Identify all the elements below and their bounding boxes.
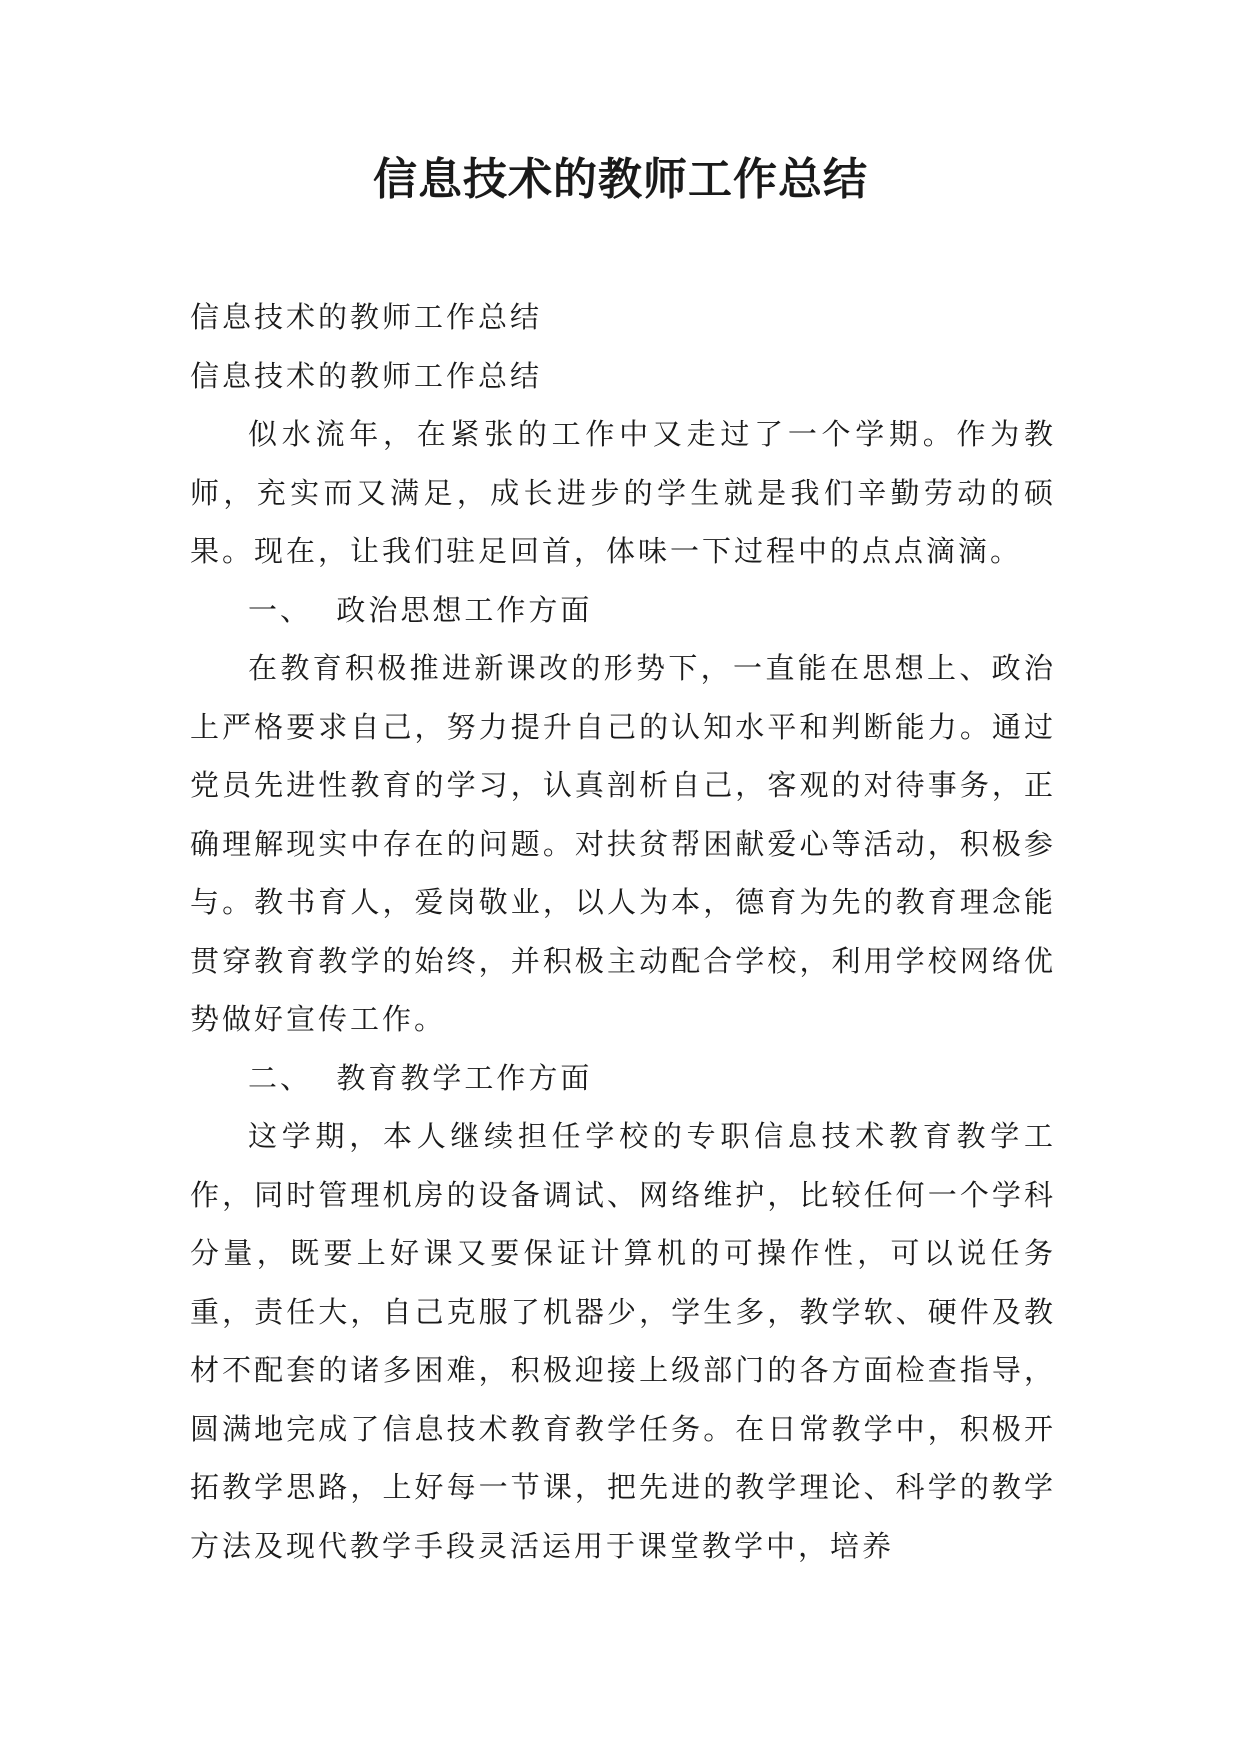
section-heading-politics: 一、 政治思想工作方面 xyxy=(248,592,593,627)
document-title: 信息技术的教师工作总结 xyxy=(373,154,868,205)
document-body xyxy=(190,288,1056,1575)
intro-paragraph: 似水流年，在紧张的工作中又走过了一个学期。作为教师，充实而又满足，成长进步的学生就是我们辛勤劳动的硕果。现在，让我们驻足回首，体味一下过程中的点点滴滴。 xyxy=(190,417,1056,568)
subtitle-line: 信息技术的教师工作总结 xyxy=(190,358,543,393)
teaching-paragraph: 这学期，本人继续担任学校的专职信息技术教育教学工作，同时管理机房的设备调试、网络维护，比较任何一个学科分量，既要上好课又要保证计算机的可操作性，可以说任务重，责任大，自己克服了机器少，学生多，教学软、硬件及教材不配套的诸多困难，积极迎接上级部门的各方面检查指导，圆满地完成了信息技术教育教学任务。在日常教学中，积极开拓教学思路，上好每一节课，把先进的教学理论、科学的教学方法及现代教学手段灵活运用于课堂教学中，培养 xyxy=(190,1119,1056,1563)
section-heading-teaching: 二、 教育教学工作方面 xyxy=(248,1060,593,1095)
subtitle-line: 信息技术的教师工作总结 xyxy=(190,300,543,334)
politics-paragraph: 在教育积极推进新课改的形势下，一直能在思想上、政治上严格要求自己，努力提升自己的认知水平和判断能力。通过党员先进性教育的学习，认真剖析自己，客观的对待事务，正确理解现实中存在的问题。对扶贫帮困献爱心等活动，积极参与。教书育人，爱岗敬业，以人为本，德育为先的教育理念能贯穿教育教学的始终，并积极主动配合学校，利用学校网络优势做好宣传工作。 xyxy=(190,651,1056,1036)
